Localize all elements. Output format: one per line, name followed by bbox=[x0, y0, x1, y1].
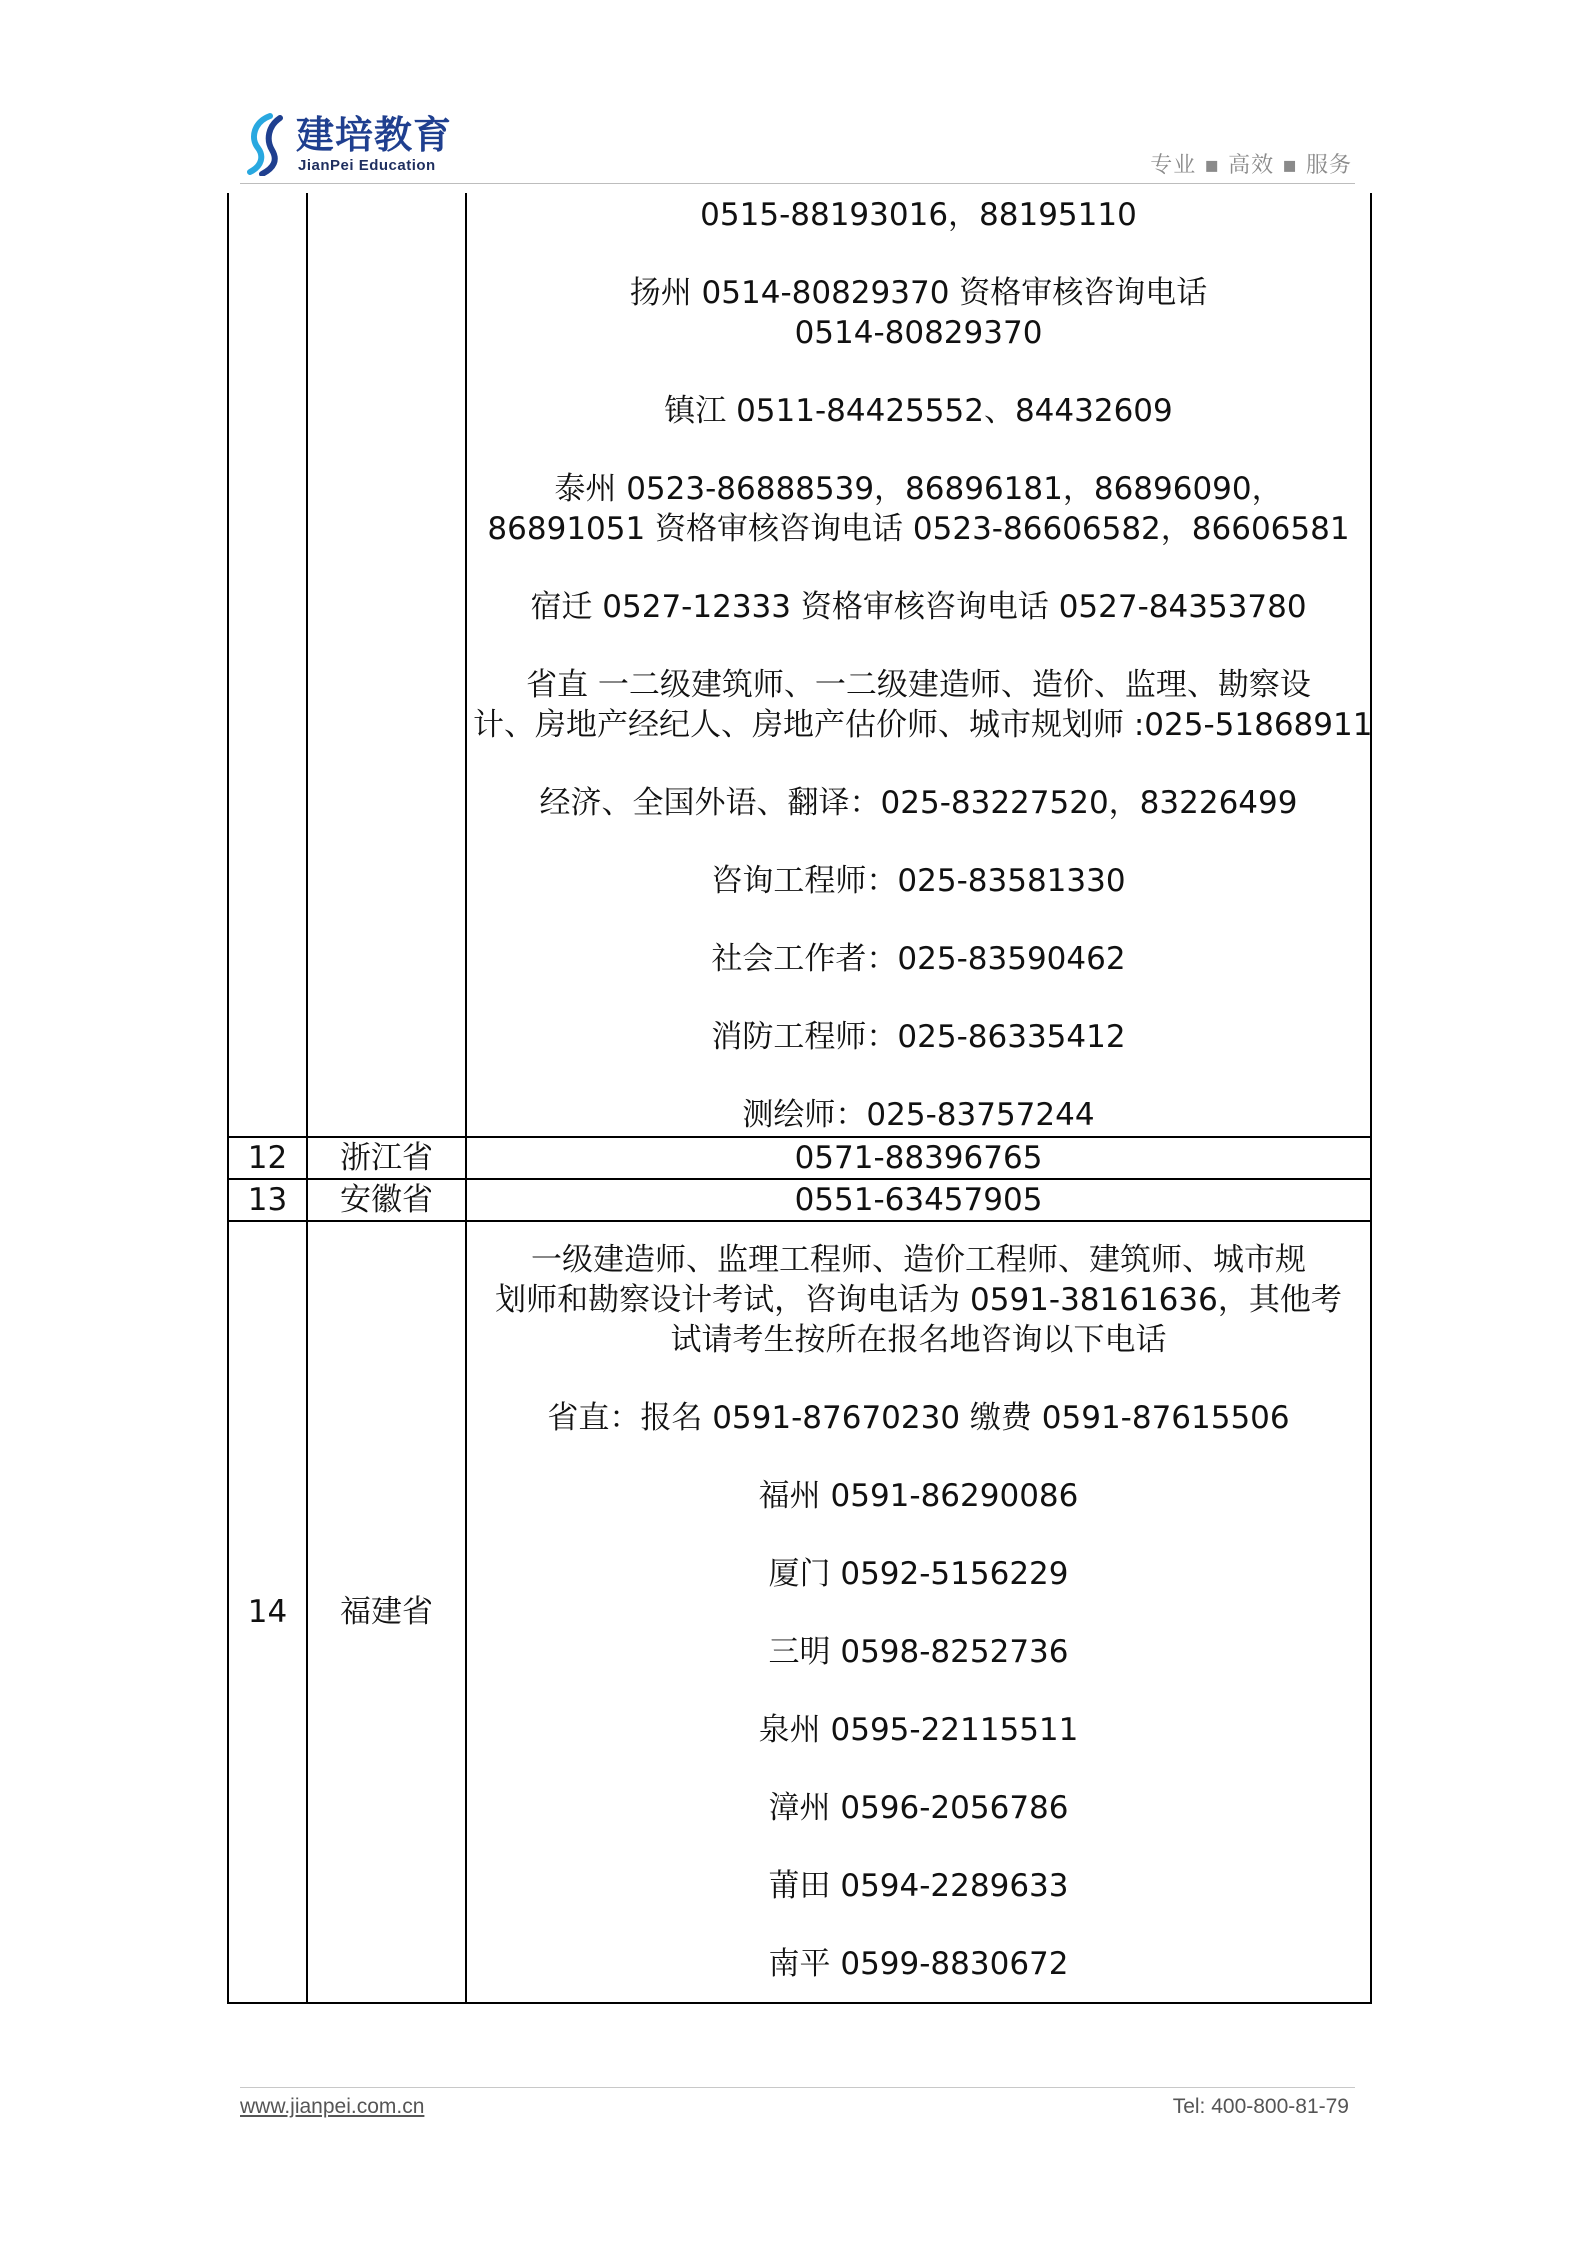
contact-line: 86891051 资格审核咨询电话 0523-86606582，86606581 bbox=[487, 510, 1350, 547]
contact-line: 计、房地产经纪人、房地产估价师、城市规划师 :025-51868911 bbox=[473, 706, 1373, 743]
logo-subtitle: JianPei Education bbox=[298, 157, 436, 174]
footer-website-link[interactable]: www.jianpei.com.cn bbox=[240, 2095, 425, 2118]
contact-line: 0514-80829370 bbox=[794, 314, 1043, 351]
intro-line: 试请考生按所在报名地咨询以下电话 bbox=[670, 1322, 1167, 1358]
contact-line: 福州 0591-86290086 bbox=[758, 1478, 1079, 1514]
contact-line: 泉州 0595-22115511 bbox=[758, 1712, 1079, 1748]
contact-line: 0515-88193016，88195110 bbox=[700, 196, 1137, 233]
province-cell: 安徽省 bbox=[307, 1179, 466, 1221]
logo-mark-icon bbox=[240, 112, 296, 176]
province-cell: 福建省 bbox=[307, 1221, 466, 2003]
contact-line: 镇江 0511-84425552、84432609 bbox=[664, 392, 1173, 429]
contact-info-cell bbox=[466, 193, 1371, 1137]
row-number-cell: 13 bbox=[228, 1179, 307, 1221]
footer-telephone: Tel: 400-800-81-79 bbox=[1172, 2095, 1349, 2118]
contact-line: 社会工作者：025-83590462 bbox=[711, 940, 1126, 977]
contact-info-cell: 0571-88396765 bbox=[466, 1137, 1371, 1179]
contact-line: 南平 0599-8830672 bbox=[768, 1946, 1069, 1982]
contact-line: 扬州 0514-80829370 资格审核咨询电话 bbox=[629, 274, 1208, 311]
row-number-cell: 14 bbox=[228, 1221, 307, 2003]
contact-line: 漳州 0596-2056786 bbox=[768, 1790, 1069, 1826]
logo-title: 建培教育 bbox=[296, 112, 453, 157]
contact-line: 经济、全国外语、翻译：025-83227520，83226499 bbox=[539, 784, 1298, 821]
header-divider bbox=[240, 183, 1355, 184]
exam-contact-table bbox=[227, 193, 1373, 2004]
table-row-zhejiang bbox=[228, 1137, 1371, 1179]
contact-line: 泰州 0523-86888539，86896181，86896090， bbox=[554, 470, 1283, 507]
footer-divider bbox=[240, 2087, 1355, 2088]
contact-line: 咨询工程师：025-83581330 bbox=[711, 862, 1126, 899]
province-cell bbox=[307, 193, 466, 1137]
contact-info-cell: 0551-63457905 bbox=[466, 1179, 1371, 1221]
contact-line: 宿迁 0527-12333 资格审核咨询电话 0527-84353780 bbox=[530, 588, 1307, 625]
intro-line: 一级建造师、监理工程师、造价工程师、建筑师、城市规 bbox=[531, 1242, 1306, 1278]
contact-line: 厦门 0592-5156229 bbox=[768, 1556, 1069, 1592]
contact-info-cell bbox=[466, 1221, 1371, 2003]
header-slogan: 专业 ▪ 高效 ▪ 服务 bbox=[1150, 153, 1352, 178]
contact-line: 省直 一二级建筑师、一二级建造师、造价、监理、勘察设 bbox=[526, 666, 1311, 703]
province-cell: 浙江省 bbox=[307, 1137, 466, 1179]
intro-line: 划师和勘察设计考试，咨询电话为 0591-38161636，其他考 bbox=[495, 1282, 1342, 1318]
contact-line: 莆田 0594-2289633 bbox=[768, 1868, 1069, 1904]
row-number-cell bbox=[228, 193, 307, 1137]
contact-line: 消防工程师：025-86335412 bbox=[711, 1018, 1126, 1055]
contact-line: 三明 0598-8252736 bbox=[768, 1634, 1069, 1670]
table-row-continued bbox=[228, 193, 1371, 1137]
table-row-anhui bbox=[228, 1179, 1371, 1221]
company-logo bbox=[240, 112, 470, 178]
contact-table bbox=[227, 193, 1372, 2004]
row-number-cell: 12 bbox=[228, 1137, 307, 1179]
contact-line: 省直：报名 0591-87670230 缴费 0591-87615506 bbox=[547, 1400, 1290, 1436]
contact-line: 测绘师：025-83757244 bbox=[742, 1096, 1095, 1133]
table-row-fujian bbox=[228, 1221, 1371, 2003]
